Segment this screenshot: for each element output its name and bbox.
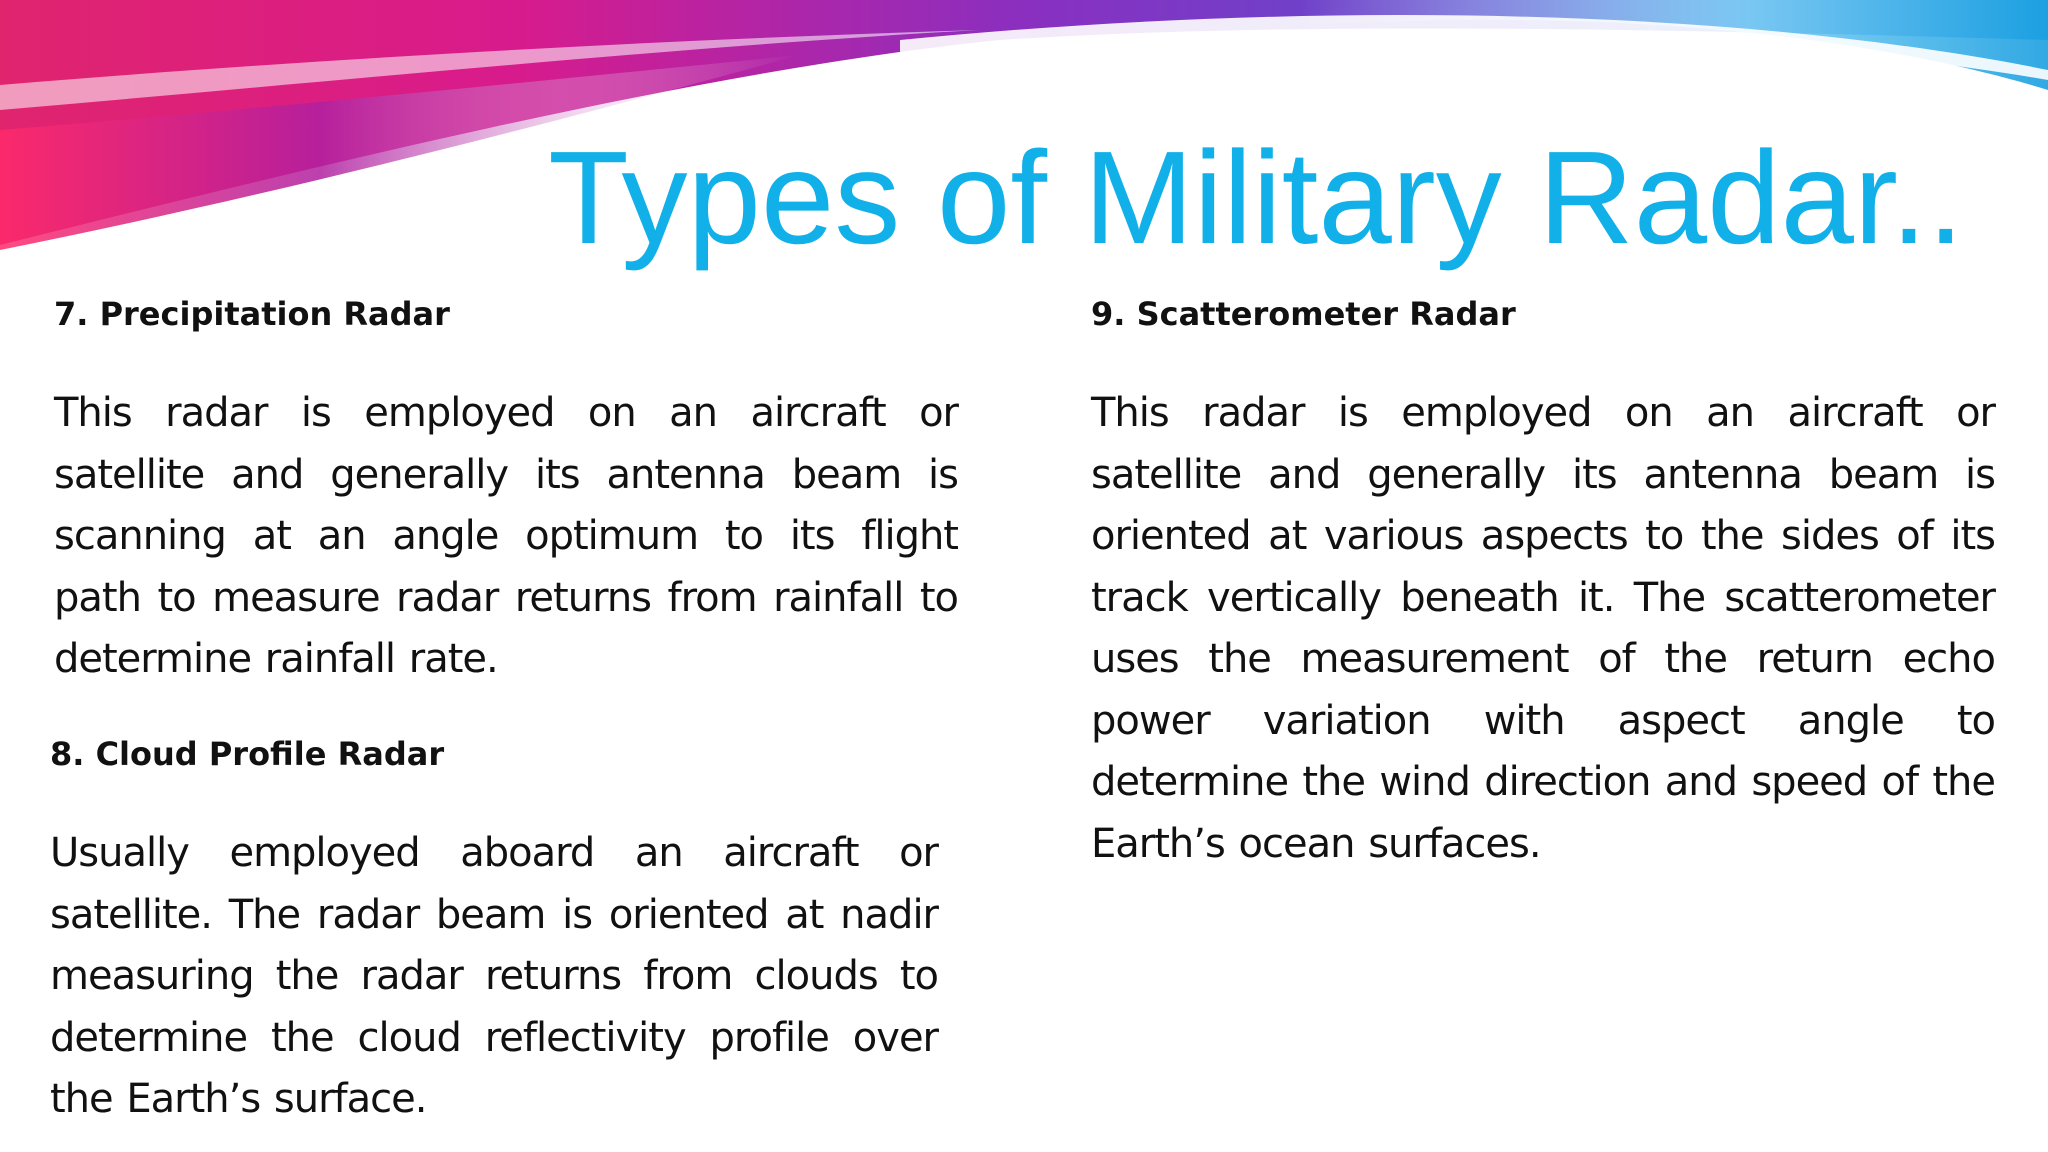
section-body-cloud-profile-radar: Usually employed aboard an aircraft or satellite. The radar beam is oriented at nadir measuring the radar returns from clouds to determine the cloud reflectivity profile over the Earth’s surface. xyxy=(50,830,938,1122)
slide-title: Types of Military Radar.. xyxy=(548,124,1964,271)
section-body-precipitation-radar: This radar is employed on an aircraft or satellite and generally its antenna beam is scanning at an angle optimum to its flight path to measure radar returns from rainfall to determine rainfall rate. xyxy=(54,390,958,682)
section-heading-precipitation-radar: 7. Precipitation Radar xyxy=(54,295,450,333)
section-heading-scatterometer-radar: 9. Scatterometer Radar xyxy=(1091,295,1516,333)
swoosh-blue-tail xyxy=(1300,0,2048,90)
section-heading-cloud-profile-radar: 8. Cloud Profile Radar xyxy=(50,735,445,773)
section-body-scatterometer-radar: This radar is employed on an aircraft or satellite and generally its antenna beam is oriented at various aspects to the sides of its track vertically beneath it. The scatterometer uses the measurement of the return echo power variation with aspect angle to determine the wind direction and speed of the Earth’s ocean surfaces. xyxy=(1091,390,1995,867)
